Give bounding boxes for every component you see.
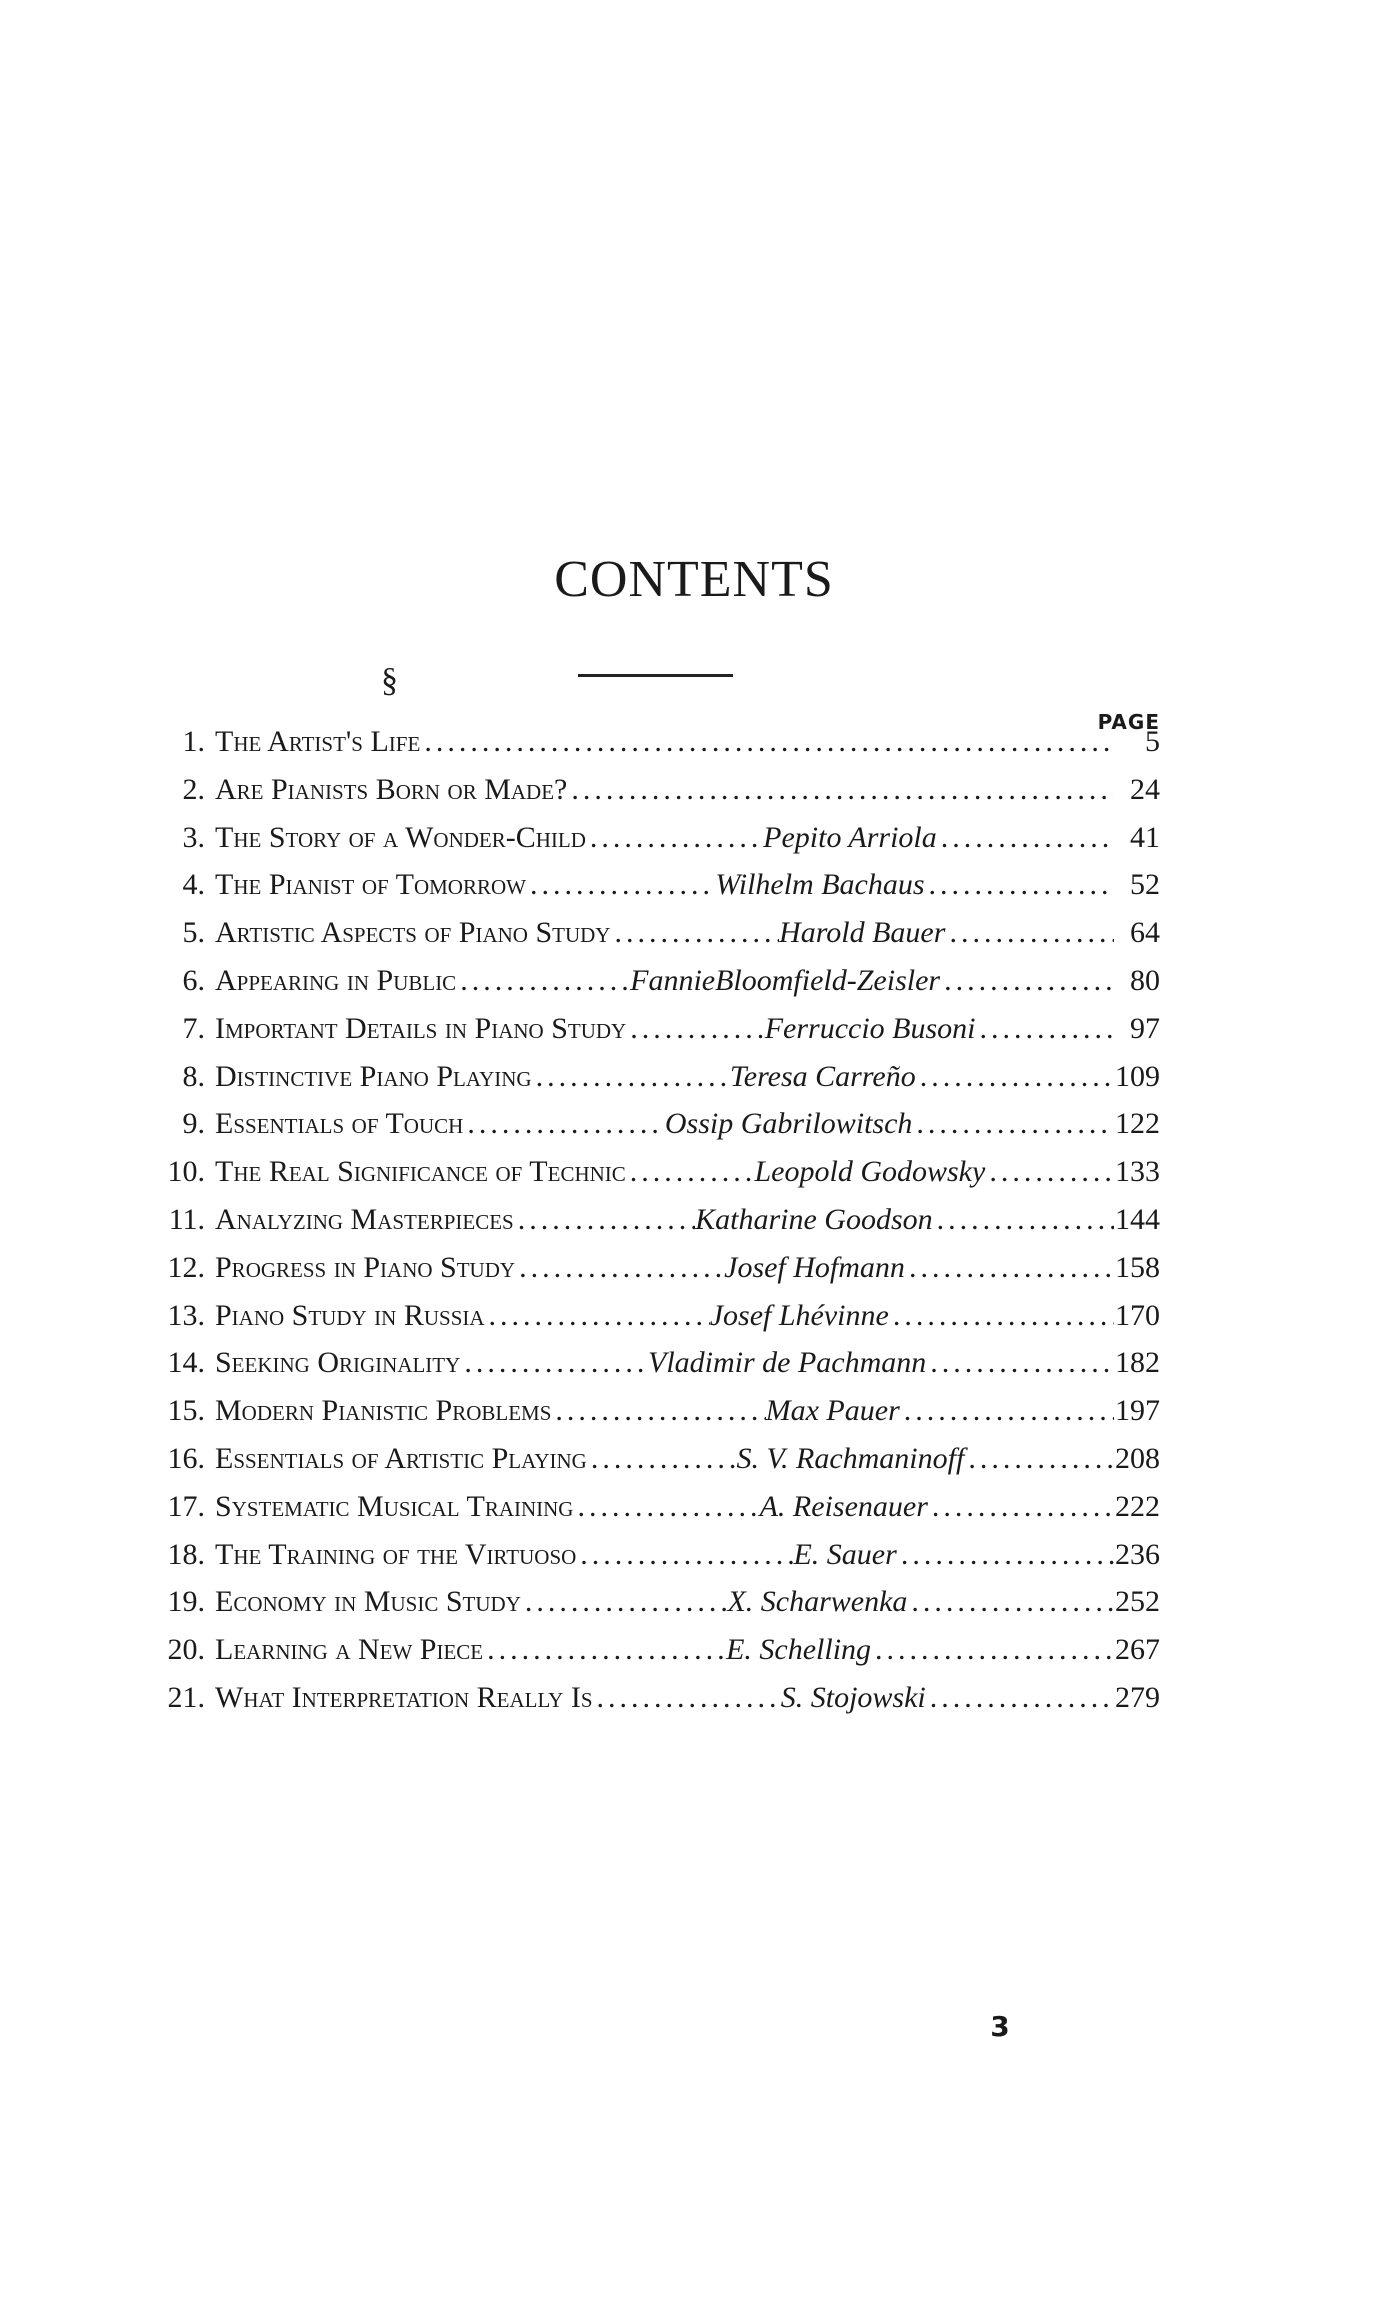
- leader-dots: [889, 1292, 1114, 1340]
- entry-title: What Interpretation Really Is: [215, 1680, 593, 1714]
- entry-author: Wilhelm Bachaus: [715, 868, 925, 902]
- entry-page: 170: [1115, 1298, 1160, 1332]
- entry-page: 80: [1130, 963, 1160, 997]
- entry-number: 4.: [182, 868, 205, 902]
- toc-entry: [150, 1578, 1160, 1626]
- entry-page: 279: [1115, 1680, 1160, 1714]
- toc-entry: [150, 1053, 1160, 1101]
- entry-author: S. V. Rachmaninoff: [736, 1441, 965, 1475]
- entry-number: 7.: [182, 1011, 205, 1045]
- entry-number: 5.: [182, 916, 205, 950]
- leader-dots: [912, 1100, 1114, 1148]
- leader-dots: [485, 1292, 710, 1340]
- entry-author: Harold Bauer: [779, 916, 946, 950]
- entry-page: 122: [1115, 1107, 1160, 1141]
- entry-title: The Training of the Virtuoso: [215, 1537, 577, 1571]
- toc-entry: [150, 1196, 1160, 1244]
- entry-page: 267: [1114, 1633, 1160, 1667]
- entry-title: The Story of a Wonder-Child: [215, 820, 586, 854]
- leader-dots: [926, 1339, 1114, 1387]
- entry-number: 14.: [167, 1346, 205, 1380]
- leader-dots: [928, 1483, 1114, 1531]
- leader-dots: [587, 1435, 737, 1483]
- toc-entry: [150, 909, 1160, 957]
- entry-number: 15.: [167, 1394, 205, 1428]
- leader-dots: [871, 1626, 1114, 1674]
- entry-title: Seeking Originality: [215, 1346, 461, 1380]
- entry-number: 11.: [168, 1202, 205, 1236]
- toc-entry: [150, 1005, 1160, 1053]
- leader-dots: [514, 1196, 695, 1244]
- entry-page: 109: [1114, 1059, 1160, 1093]
- leader-dots: [905, 1244, 1114, 1292]
- leader-dots: [900, 1387, 1114, 1435]
- ornament-mark: §: [381, 662, 398, 699]
- page-column-label: PAGE: [1097, 710, 1160, 734]
- leader-dots: [916, 1053, 1114, 1101]
- entry-number: 3.: [182, 820, 205, 854]
- entry-number: 18.: [167, 1537, 205, 1571]
- entry-page: 252: [1114, 1585, 1160, 1619]
- entry-author: Ferruccio Busoni: [764, 1011, 976, 1045]
- leader-dots: [964, 1435, 1114, 1483]
- entry-title: Analyzing Masterpieces: [215, 1202, 514, 1236]
- entry-title: The Artist's Life: [215, 725, 421, 758]
- entry-author: E. Schelling: [726, 1633, 872, 1667]
- entry-page: 97: [1129, 1011, 1160, 1045]
- entry-number: 2.: [182, 772, 205, 806]
- toc-entry: [150, 766, 1160, 814]
- entry-number: 1.: [182, 725, 205, 758]
- table-of-contents: [150, 718, 1160, 1722]
- entry-page: 208: [1115, 1441, 1160, 1475]
- leader-dots: [551, 1387, 765, 1435]
- entry-page: 222: [1114, 1489, 1160, 1523]
- entry-title: Modern Pianistic Problems: [215, 1394, 552, 1428]
- toc-entry: [150, 1531, 1160, 1579]
- entry-author: S. Stojowski: [780, 1680, 926, 1714]
- toc-entry: [150, 1100, 1160, 1148]
- entry-author: Pepito Arriola: [763, 820, 937, 854]
- page-number: 3: [990, 2010, 1010, 2043]
- entry-page: 197: [1114, 1394, 1160, 1428]
- entry-page: 64: [1130, 916, 1160, 950]
- leader-dots: [593, 1674, 781, 1722]
- entry-title: Essentials of Touch: [215, 1107, 464, 1141]
- toc-entry: [150, 1292, 1160, 1340]
- entry-number: 8.: [182, 1059, 205, 1093]
- entry-page: 24: [1130, 772, 1160, 806]
- page-title: CONTENTS: [554, 551, 834, 608]
- leader-dots: [925, 861, 1114, 909]
- entry-page: 144: [1115, 1202, 1160, 1236]
- entry-author: X. Scharwenka: [727, 1585, 908, 1619]
- toc-entry: [150, 1244, 1160, 1292]
- entry-title: Appearing in Public: [215, 963, 457, 997]
- leader-dots: [420, 718, 1114, 766]
- entry-author: A. Reisenauer: [759, 1489, 928, 1523]
- entry-title: Learning a New Piece: [215, 1633, 484, 1667]
- entry-title: Artistic Aspects of Piano Study: [215, 916, 611, 950]
- entry-title: Progress in Piano Study: [215, 1250, 516, 1284]
- leader-dots: [985, 1148, 1114, 1196]
- leader-dots: [463, 1100, 665, 1148]
- leader-dots: [586, 814, 763, 862]
- leader-dots: [456, 957, 630, 1005]
- toc-entry: [150, 957, 1160, 1005]
- leader-dots: [515, 1244, 724, 1292]
- toc-entry: [150, 718, 1160, 766]
- leader-dots: [532, 1053, 730, 1101]
- toc-entry: [150, 1626, 1160, 1674]
- toc-entry: [150, 1483, 1160, 1531]
- leader-dots: [945, 909, 1114, 957]
- toc-entry: [150, 1339, 1160, 1387]
- leader-dots: [626, 1005, 764, 1053]
- toc-entry: [150, 1148, 1160, 1196]
- entry-number: 6.: [182, 963, 205, 997]
- leader-dots: [937, 814, 1114, 862]
- leader-dots: [626, 1148, 755, 1196]
- entry-number: 21.: [167, 1680, 205, 1714]
- entry-author: Leopold Godowsky: [754, 1155, 986, 1189]
- entry-page: 158: [1115, 1250, 1160, 1284]
- leader-dots: [933, 1196, 1114, 1244]
- leader-dots: [576, 1531, 793, 1579]
- entry-page: 41: [1130, 820, 1160, 854]
- entry-number: 16.: [167, 1441, 205, 1475]
- entry-title: Distinctive Piano Playing: [215, 1059, 532, 1093]
- toc-entry: [150, 1387, 1160, 1435]
- entry-author: Teresa Carreño: [729, 1059, 916, 1093]
- toc-entry: [150, 1674, 1160, 1722]
- leader-dots: [460, 1339, 648, 1387]
- entry-number: 10.: [167, 1155, 205, 1189]
- entry-page: 52: [1129, 868, 1160, 902]
- toc-entry: [150, 1435, 1160, 1483]
- entry-author: Josef Lhévinne: [709, 1298, 889, 1332]
- leader-dots: [926, 1674, 1114, 1722]
- leader-dots: [976, 1005, 1114, 1053]
- entry-title: The Real Significance of Technic: [215, 1155, 626, 1189]
- entry-title: Piano Study in Russia: [215, 1298, 485, 1332]
- entry-page: 5: [1145, 725, 1160, 758]
- entry-page: 236: [1115, 1537, 1160, 1571]
- entry-author: Vladimir de Pachmann: [648, 1346, 927, 1380]
- entry-number: 20.: [167, 1633, 205, 1667]
- entry-title: Essentials of Artistic Playing: [215, 1441, 587, 1475]
- entry-number: 9.: [182, 1107, 205, 1141]
- entry-author: Ossip Gabrilowitsch: [664, 1107, 913, 1141]
- leader-dots: [610, 909, 779, 957]
- entry-author: Max Pauer: [765, 1394, 900, 1428]
- leader-dots: [573, 1483, 759, 1531]
- entry-number: 17.: [167, 1489, 205, 1523]
- entry-author: Katharine Goodson: [695, 1202, 933, 1236]
- leader-dots: [567, 766, 1114, 814]
- entry-title: Are Pianists Born or Made?: [215, 772, 568, 806]
- entry-author: Josef Hofmann: [724, 1250, 905, 1284]
- leader-dots: [526, 861, 715, 909]
- entry-title: Important Details in Piano Study: [215, 1011, 627, 1045]
- leader-dots: [907, 1578, 1114, 1626]
- leader-dots: [940, 957, 1114, 1005]
- entry-title: Economy in Music Study: [215, 1585, 521, 1619]
- entry-title: The Pianist of Tomorrow: [215, 868, 526, 902]
- entry-author: FannieBloomfield-Zeisler: [630, 963, 941, 997]
- entry-page: 182: [1114, 1346, 1160, 1380]
- entry-author: E. Sauer: [793, 1537, 897, 1571]
- entry-number: 19.: [167, 1585, 205, 1619]
- title-rule: [578, 674, 733, 677]
- leader-dots: [897, 1531, 1114, 1579]
- leader-dots: [483, 1626, 726, 1674]
- toc-entry: [150, 814, 1160, 862]
- entry-number: 12.: [167, 1250, 205, 1284]
- entry-title: Systematic Musical Training: [215, 1489, 574, 1523]
- entry-page: 133: [1115, 1155, 1160, 1189]
- toc-entry: [150, 861, 1160, 909]
- leader-dots: [521, 1578, 728, 1626]
- entry-number: 13.: [167, 1298, 205, 1332]
